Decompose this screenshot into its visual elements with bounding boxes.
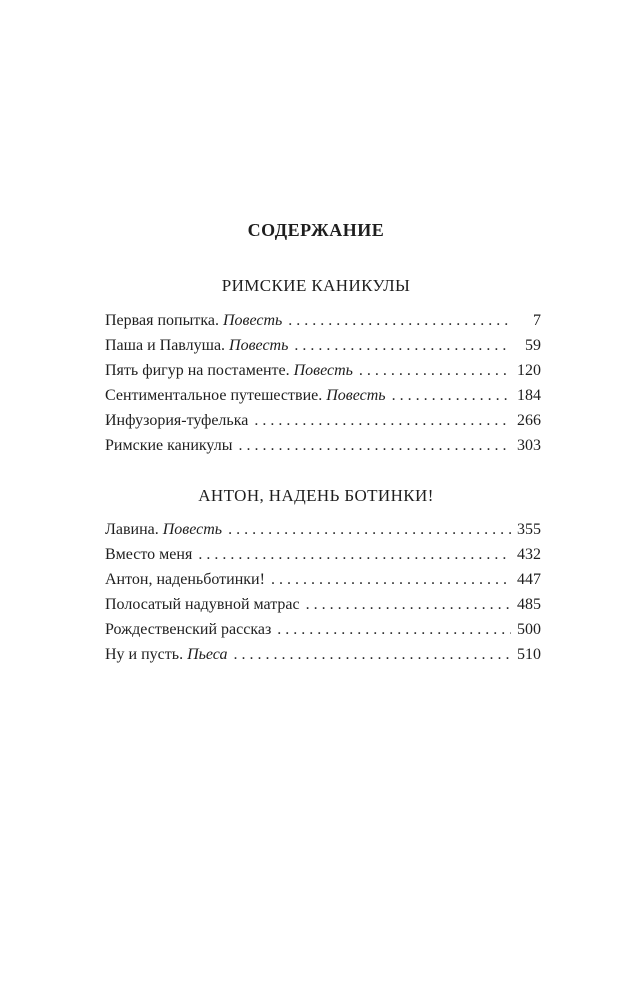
toc-entry[interactable]: [105, 358, 541, 383]
toc-entry[interactable]: [105, 308, 541, 333]
entry-title: Вместо меня: [105, 546, 193, 563]
entry-genre: Пьеса: [187, 646, 228, 663]
entry-title-block: [105, 517, 222, 542]
section-heading-anton: АНТОН, НАДЕНЬ БОТИНКИ!: [198, 486, 434, 505]
section-entries-anton: [105, 517, 541, 667]
section-entries-roman-holidays: [105, 308, 541, 458]
entry-title-block: [105, 408, 248, 433]
entry-title-block: [105, 333, 288, 358]
entry-page-number: 303: [517, 437, 541, 454]
dot-leader: [288, 308, 511, 333]
entry-title: Ну и пусть.: [105, 646, 184, 663]
dot-leader: [271, 567, 511, 592]
entry-title-block: [105, 358, 353, 383]
dot-leader: [359, 358, 511, 383]
entry-title-block: [105, 617, 271, 642]
entry-page-number: 432: [517, 546, 541, 563]
dot-leader: [228, 517, 511, 542]
toc-entry[interactable]: [105, 592, 541, 617]
entry-genre: Повесть: [222, 312, 283, 329]
dot-leader: [294, 333, 511, 358]
entry-page-number: 447: [517, 571, 541, 588]
entry-genre: Повесть: [162, 521, 223, 538]
entry-title-block: [105, 308, 282, 333]
entry-genre: Повесть: [326, 387, 386, 404]
entry-title: Антон, наденьботинки!: [105, 571, 265, 588]
entry-page-number: 485: [517, 596, 541, 613]
entry-genre: Повесть: [293, 362, 353, 379]
entry-title-block: [105, 542, 192, 567]
entry-title: Полосатый надувной матрас: [105, 596, 300, 613]
toc-entry[interactable]: [105, 642, 541, 667]
entry-page-number: 184: [517, 387, 541, 404]
contents-title: СОДЕРЖАНИЕ: [247, 220, 385, 240]
dot-leader: [198, 542, 511, 567]
section-heading-roman-holidays: РИМСКИЕ КАНИКУЛЫ: [221, 276, 411, 295]
entry-page-number: 7: [533, 312, 541, 329]
entry-page-number: 500: [517, 621, 541, 638]
dot-leader: [306, 592, 511, 617]
entry-title: Паша и Павлуша.: [105, 337, 226, 354]
dot-leader: [234, 642, 512, 667]
entry-title: Сентиментальное путешествие.: [105, 387, 323, 404]
toc-entry[interactable]: [105, 617, 541, 642]
toc-entry[interactable]: [105, 517, 541, 542]
entry-title: Рождественский рассказ: [105, 621, 272, 638]
toc-entry[interactable]: [105, 433, 541, 458]
entry-title: Римские каникулы: [105, 437, 233, 454]
toc-entry[interactable]: [105, 333, 541, 358]
entry-title: Инфузория-туфелька: [105, 412, 249, 429]
entry-title-block: [105, 642, 228, 667]
dot-leader: [254, 408, 511, 433]
entry-title-block: [105, 383, 386, 408]
entry-page-number: 59: [525, 337, 541, 354]
entry-title-block: [105, 567, 265, 592]
toc-entry[interactable]: [105, 542, 541, 567]
toc-entry[interactable]: [105, 408, 541, 433]
dot-leader: [238, 433, 511, 458]
entry-title: Первая попытка.: [105, 312, 219, 329]
entry-page-number: 266: [517, 412, 541, 429]
entry-title: Лавина.: [105, 521, 159, 538]
entry-page-number: 355: [517, 521, 541, 538]
entry-title-block: [105, 592, 300, 617]
entry-page-number: 120: [517, 362, 541, 379]
dot-leader: [392, 383, 511, 408]
dot-leader: [277, 617, 511, 642]
entry-title-block: [105, 433, 232, 458]
entry-genre: Повесть: [229, 337, 289, 354]
entry-title: Пять фигур на постаменте.: [105, 362, 290, 379]
entry-page-number: 510: [517, 646, 541, 663]
toc-entry[interactable]: [105, 383, 541, 408]
toc-entry[interactable]: [105, 567, 541, 592]
